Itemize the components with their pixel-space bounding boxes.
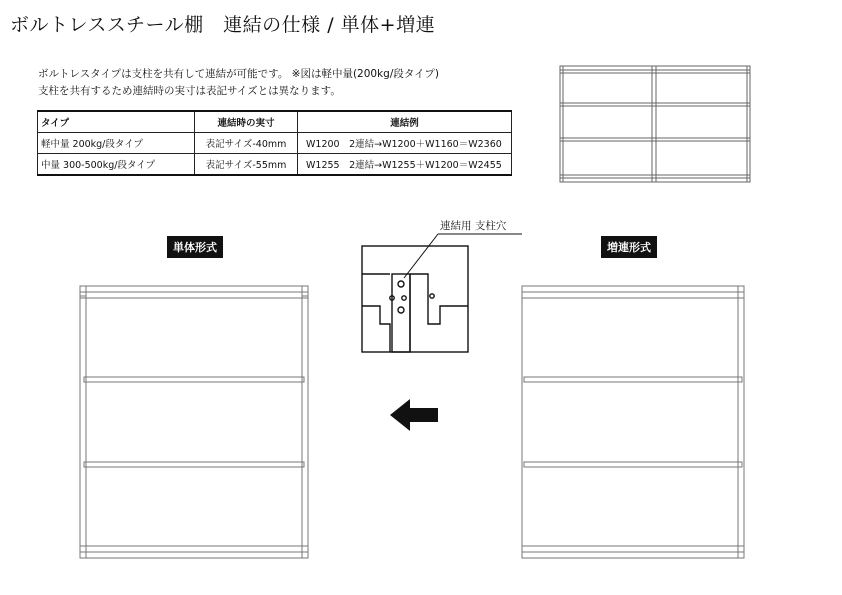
- description-line-2: 支柱を共有するため連結時の実寸は表記サイズとは異なります。: [38, 85, 341, 97]
- single-shelf-diagram: [80, 286, 308, 558]
- extension-form-label: 増連形式: [601, 236, 657, 258]
- page-title: ボルトレススチール棚 連結の仕様 / 単体+増連: [10, 14, 436, 36]
- row-type: 軽中量 200kg/段タイプ: [38, 133, 195, 154]
- post-hole-detail: [362, 246, 468, 352]
- header-type: タイプ: [38, 111, 195, 133]
- callout-label: 連結用 支柱穴: [440, 220, 507, 232]
- connected-shelf-diagram: [560, 66, 750, 182]
- row-actual: 表記サイズ-40mm: [195, 133, 298, 154]
- row-actual: 表記サイズ-55mm: [195, 154, 298, 176]
- left-arrow-icon: [390, 399, 438, 431]
- header-actual: 連結時の実寸: [195, 111, 298, 133]
- row-type: 中量 300-500kg/段タイプ: [38, 154, 195, 176]
- row-example: W1255 2連結→W1255＋W1200＝W2455: [298, 154, 512, 176]
- description-line-1: ボルトレスタイプは支柱を共有して連結が可能です。 ※図は軽中量(200kg/段タイプ): [38, 68, 439, 80]
- header-example: 連結例: [298, 111, 512, 133]
- extension-shelf-diagram: [522, 286, 744, 558]
- row-example: W1200 2連結→W1200＋W1160＝W2360: [298, 133, 512, 154]
- single-form-label: 単体形式: [167, 236, 223, 258]
- callout-leader-line: [404, 234, 438, 278]
